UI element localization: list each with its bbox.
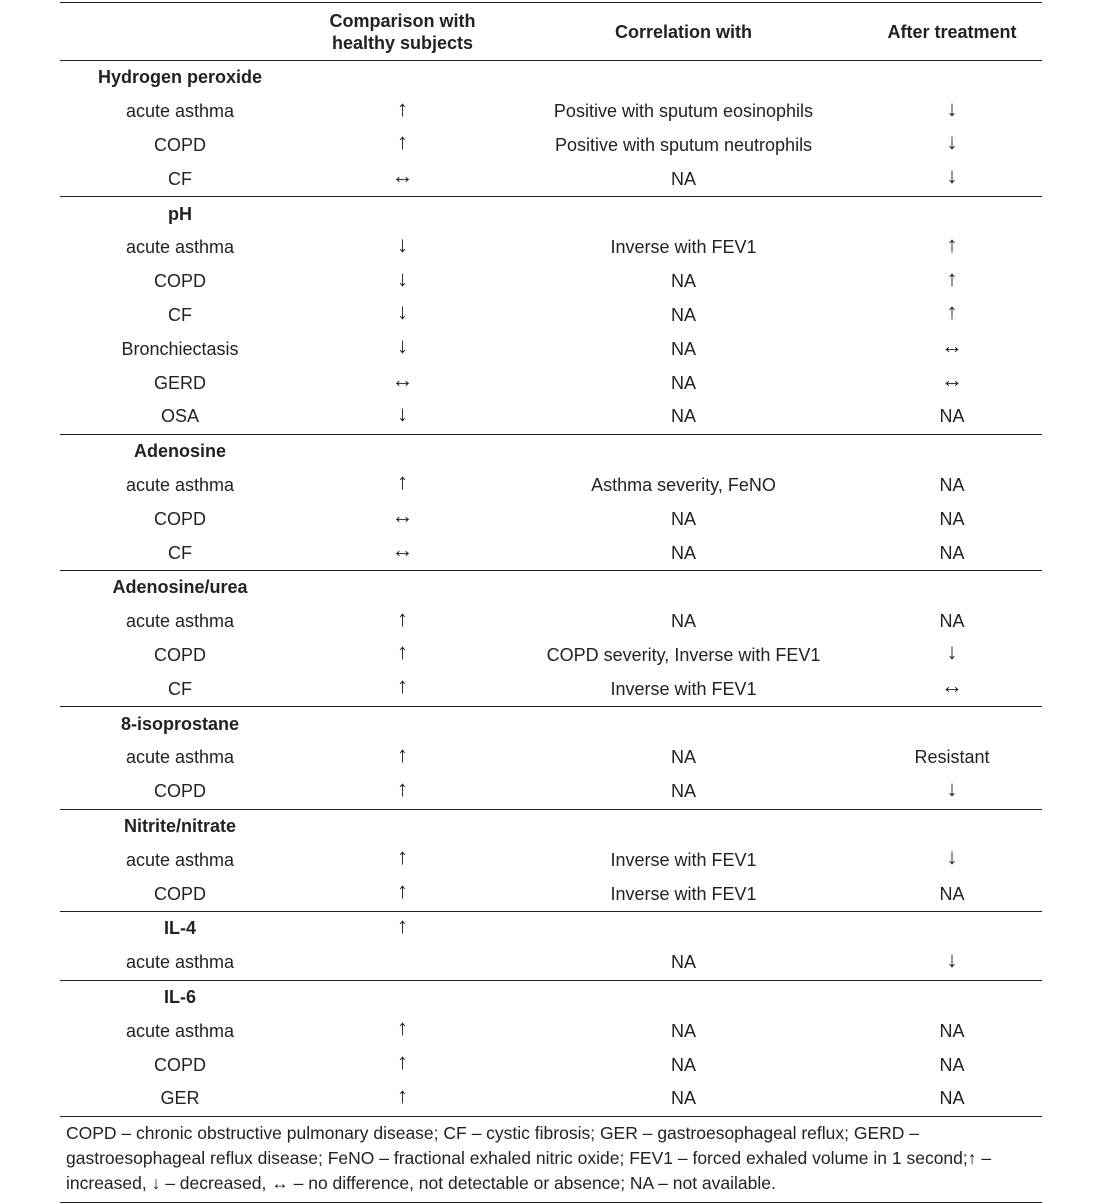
correlation-cell: Asthma severity, FeNO (591, 474, 776, 495)
table-row (60, 469, 1042, 503)
condition-cell: CF (168, 168, 192, 189)
treatment-cell: ↔ (941, 673, 963, 699)
group-row (60, 571, 1042, 605)
condition-cell: GER (160, 1088, 200, 1109)
table-row (60, 605, 1042, 639)
correlation-cell: Positive with sputum eosinophils (553, 101, 814, 122)
correlation-cell: NA (670, 952, 696, 973)
table-row (60, 400, 1042, 434)
condition-cell: COPD (153, 644, 206, 665)
group-row (60, 981, 1042, 1015)
table-body (60, 61, 1042, 1117)
table-row (60, 366, 1042, 400)
table-row (60, 265, 1042, 299)
condition-cell: COPD (153, 1054, 206, 1075)
table-row (60, 231, 1042, 265)
treatment-cell: ↑ (946, 265, 958, 291)
header-col-comparison: Comparison with healthy subjects (329, 10, 476, 53)
group-title: IL-6 (163, 986, 196, 1007)
treatment-cell: NA (939, 406, 965, 427)
condition-cell: acute asthma (125, 747, 235, 768)
condition-cell: acute asthma (125, 237, 235, 258)
table-row (60, 536, 1042, 570)
comparison-cell: ↓ (397, 400, 408, 426)
condition-cell: GERD (153, 372, 206, 393)
treatment-cell: ↔ (941, 367, 963, 393)
table-row (60, 877, 1042, 911)
comparison-cell: ↑ (397, 878, 408, 904)
comparison-cell: ↑ (397, 639, 408, 665)
comparison-cell: ↔ (391, 503, 414, 529)
table-header (60, 3, 1042, 60)
treatment-cell: NA (939, 542, 965, 563)
treatment-cell: NA (939, 1088, 965, 1109)
comparison-cell: ↑ (397, 741, 408, 767)
correlation-cell: NA (670, 1054, 696, 1075)
correlation-cell: NA (670, 611, 696, 632)
comparison-cell: ↑ (397, 1049, 408, 1074)
condition-cell: COPD (153, 508, 206, 529)
condition-cell: COPD (153, 271, 206, 292)
correlation-cell: NA (670, 406, 696, 427)
group-title: IL-4 (163, 918, 196, 939)
treatment-cell: NA (939, 508, 965, 529)
correlation-cell: NA (670, 781, 696, 802)
treatment-cell: ↓ (946, 946, 958, 972)
group-title: pH (168, 203, 192, 224)
correlation-cell: NA (670, 168, 696, 189)
comparison-cell: ↑ (397, 673, 408, 699)
comparison-cell: ↑ (397, 605, 408, 631)
group-title: Nitrite/nitrate (123, 815, 237, 836)
table-row (60, 946, 1042, 980)
table-row (60, 775, 1042, 809)
group-title: Adenosine/urea (112, 577, 248, 598)
treatment-cell: ↓ (946, 775, 958, 801)
group-row (60, 810, 1042, 844)
correlation-cell: NA (670, 747, 696, 768)
treatment-cell: NA (939, 1020, 965, 1041)
condition-cell: acute asthma (125, 952, 235, 973)
correlation-cell: Positive with sputum neutrophils (554, 134, 813, 155)
comparison-cell: ↓ (397, 333, 408, 359)
comparison-cell: ↑ (397, 1015, 408, 1041)
correlation-cell: Inverse with FEV1 (610, 678, 757, 699)
group-row (60, 61, 1042, 95)
comparison-cell: ↓ (397, 265, 408, 291)
group-row (60, 197, 1042, 231)
table-row (60, 502, 1042, 536)
treatment-cell: ↓ (946, 844, 958, 870)
comparison-cell: ↑ (397, 95, 408, 121)
table-row (60, 843, 1042, 877)
comparison-cell: ↑ (397, 129, 408, 155)
treatment-cell: Resistant (914, 747, 990, 768)
group-title: Hydrogen peroxide (97, 67, 263, 88)
correlation-cell: NA (670, 1020, 696, 1041)
correlation-cell: NA (670, 1088, 696, 1109)
condition-cell: acute asthma (125, 101, 235, 122)
comparison-cell: ↑ (397, 1082, 408, 1108)
table-row (60, 95, 1042, 129)
correlation-cell: NA (670, 508, 696, 529)
treatment-cell: ↔ (941, 333, 963, 359)
comparison-cell: ↑ (397, 469, 408, 495)
comparison-cell: ↓ (397, 231, 408, 257)
condition-cell: CF (168, 542, 192, 563)
group-row (60, 707, 1042, 741)
treatment-cell: NA (939, 883, 965, 904)
condition-cell: COPD (153, 781, 206, 802)
treatment-cell: ↓ (946, 163, 958, 189)
treatment-cell: NA (939, 1054, 965, 1075)
comparison-cell: ↑ (397, 775, 408, 801)
condition-cell: acute asthma (125, 849, 235, 870)
treatment-cell: ↑ (946, 231, 958, 257)
treatment-cell: ↓ (946, 129, 958, 155)
table-row (60, 639, 1042, 673)
treatment-cell: ↓ (946, 639, 958, 665)
treatment-cell: NA (939, 611, 965, 632)
table-row (60, 1082, 1042, 1116)
condition-cell: CF (168, 304, 192, 325)
header-col-correlation: Correlation with (614, 21, 752, 42)
condition-cell: OSA (160, 406, 199, 427)
table-row (60, 1014, 1042, 1048)
correlation-cell: Inverse with FEV1 (610, 849, 757, 870)
group-comparison: ↑ (397, 912, 408, 938)
comparison-cell: ↔ (391, 367, 414, 393)
group-row (60, 435, 1042, 469)
comparison-cell: ↓ (397, 299, 408, 325)
table-row (60, 1048, 1042, 1082)
footnote: COPD – chronic obstructive pulmonary disease; CF – cystic fibrosis; GER – gastroesophageal reflux; GERD – gastroesophageal reflux disease; FeNO – fractional exhaled nitric oxide; FEV1 – forced exhaled volume in 1 second;↑ – increased, ↓ – decreased, ↔ – no difference, not detectable or absence; NA – not available. (66, 1122, 992, 1193)
comparison-cell: ↔ (391, 537, 414, 563)
condition-cell: CF (168, 678, 192, 699)
header-col-treatment: After treatment (887, 21, 1017, 42)
table-row (60, 332, 1042, 366)
table-row (60, 299, 1042, 333)
condition-cell: COPD (153, 134, 206, 155)
condition-cell: COPD (153, 883, 206, 904)
condition-cell: acute asthma (125, 1020, 235, 1041)
table-row (60, 672, 1042, 706)
condition-cell: acute asthma (125, 611, 235, 632)
treatment-cell: ↑ (946, 299, 958, 325)
comparison-cell: ↔ (391, 163, 414, 189)
correlation-cell: NA (670, 338, 696, 359)
correlation-cell: NA (670, 271, 696, 292)
table-row (60, 129, 1042, 163)
correlation-cell: NA (670, 542, 696, 563)
group-row (60, 912, 1042, 946)
condition-cell: Bronchiectasis (121, 338, 239, 359)
correlation-cell: COPD severity, Inverse with FEV1 (546, 644, 821, 665)
comparison-cell: ↑ (397, 844, 408, 870)
treatment-cell: NA (939, 474, 965, 495)
table-row (60, 162, 1042, 196)
biomarker-table (60, 2, 1042, 1203)
condition-cell: acute asthma (125, 474, 235, 495)
correlation-cell: NA (670, 304, 696, 325)
group-title: 8-isoprostane (120, 713, 240, 734)
table-row (60, 741, 1042, 775)
correlation-cell: Inverse with FEV1 (610, 237, 757, 258)
group-title: Adenosine (133, 441, 226, 462)
treatment-cell: ↓ (946, 95, 958, 121)
correlation-cell: Inverse with FEV1 (610, 883, 757, 904)
correlation-cell: NA (670, 372, 696, 393)
